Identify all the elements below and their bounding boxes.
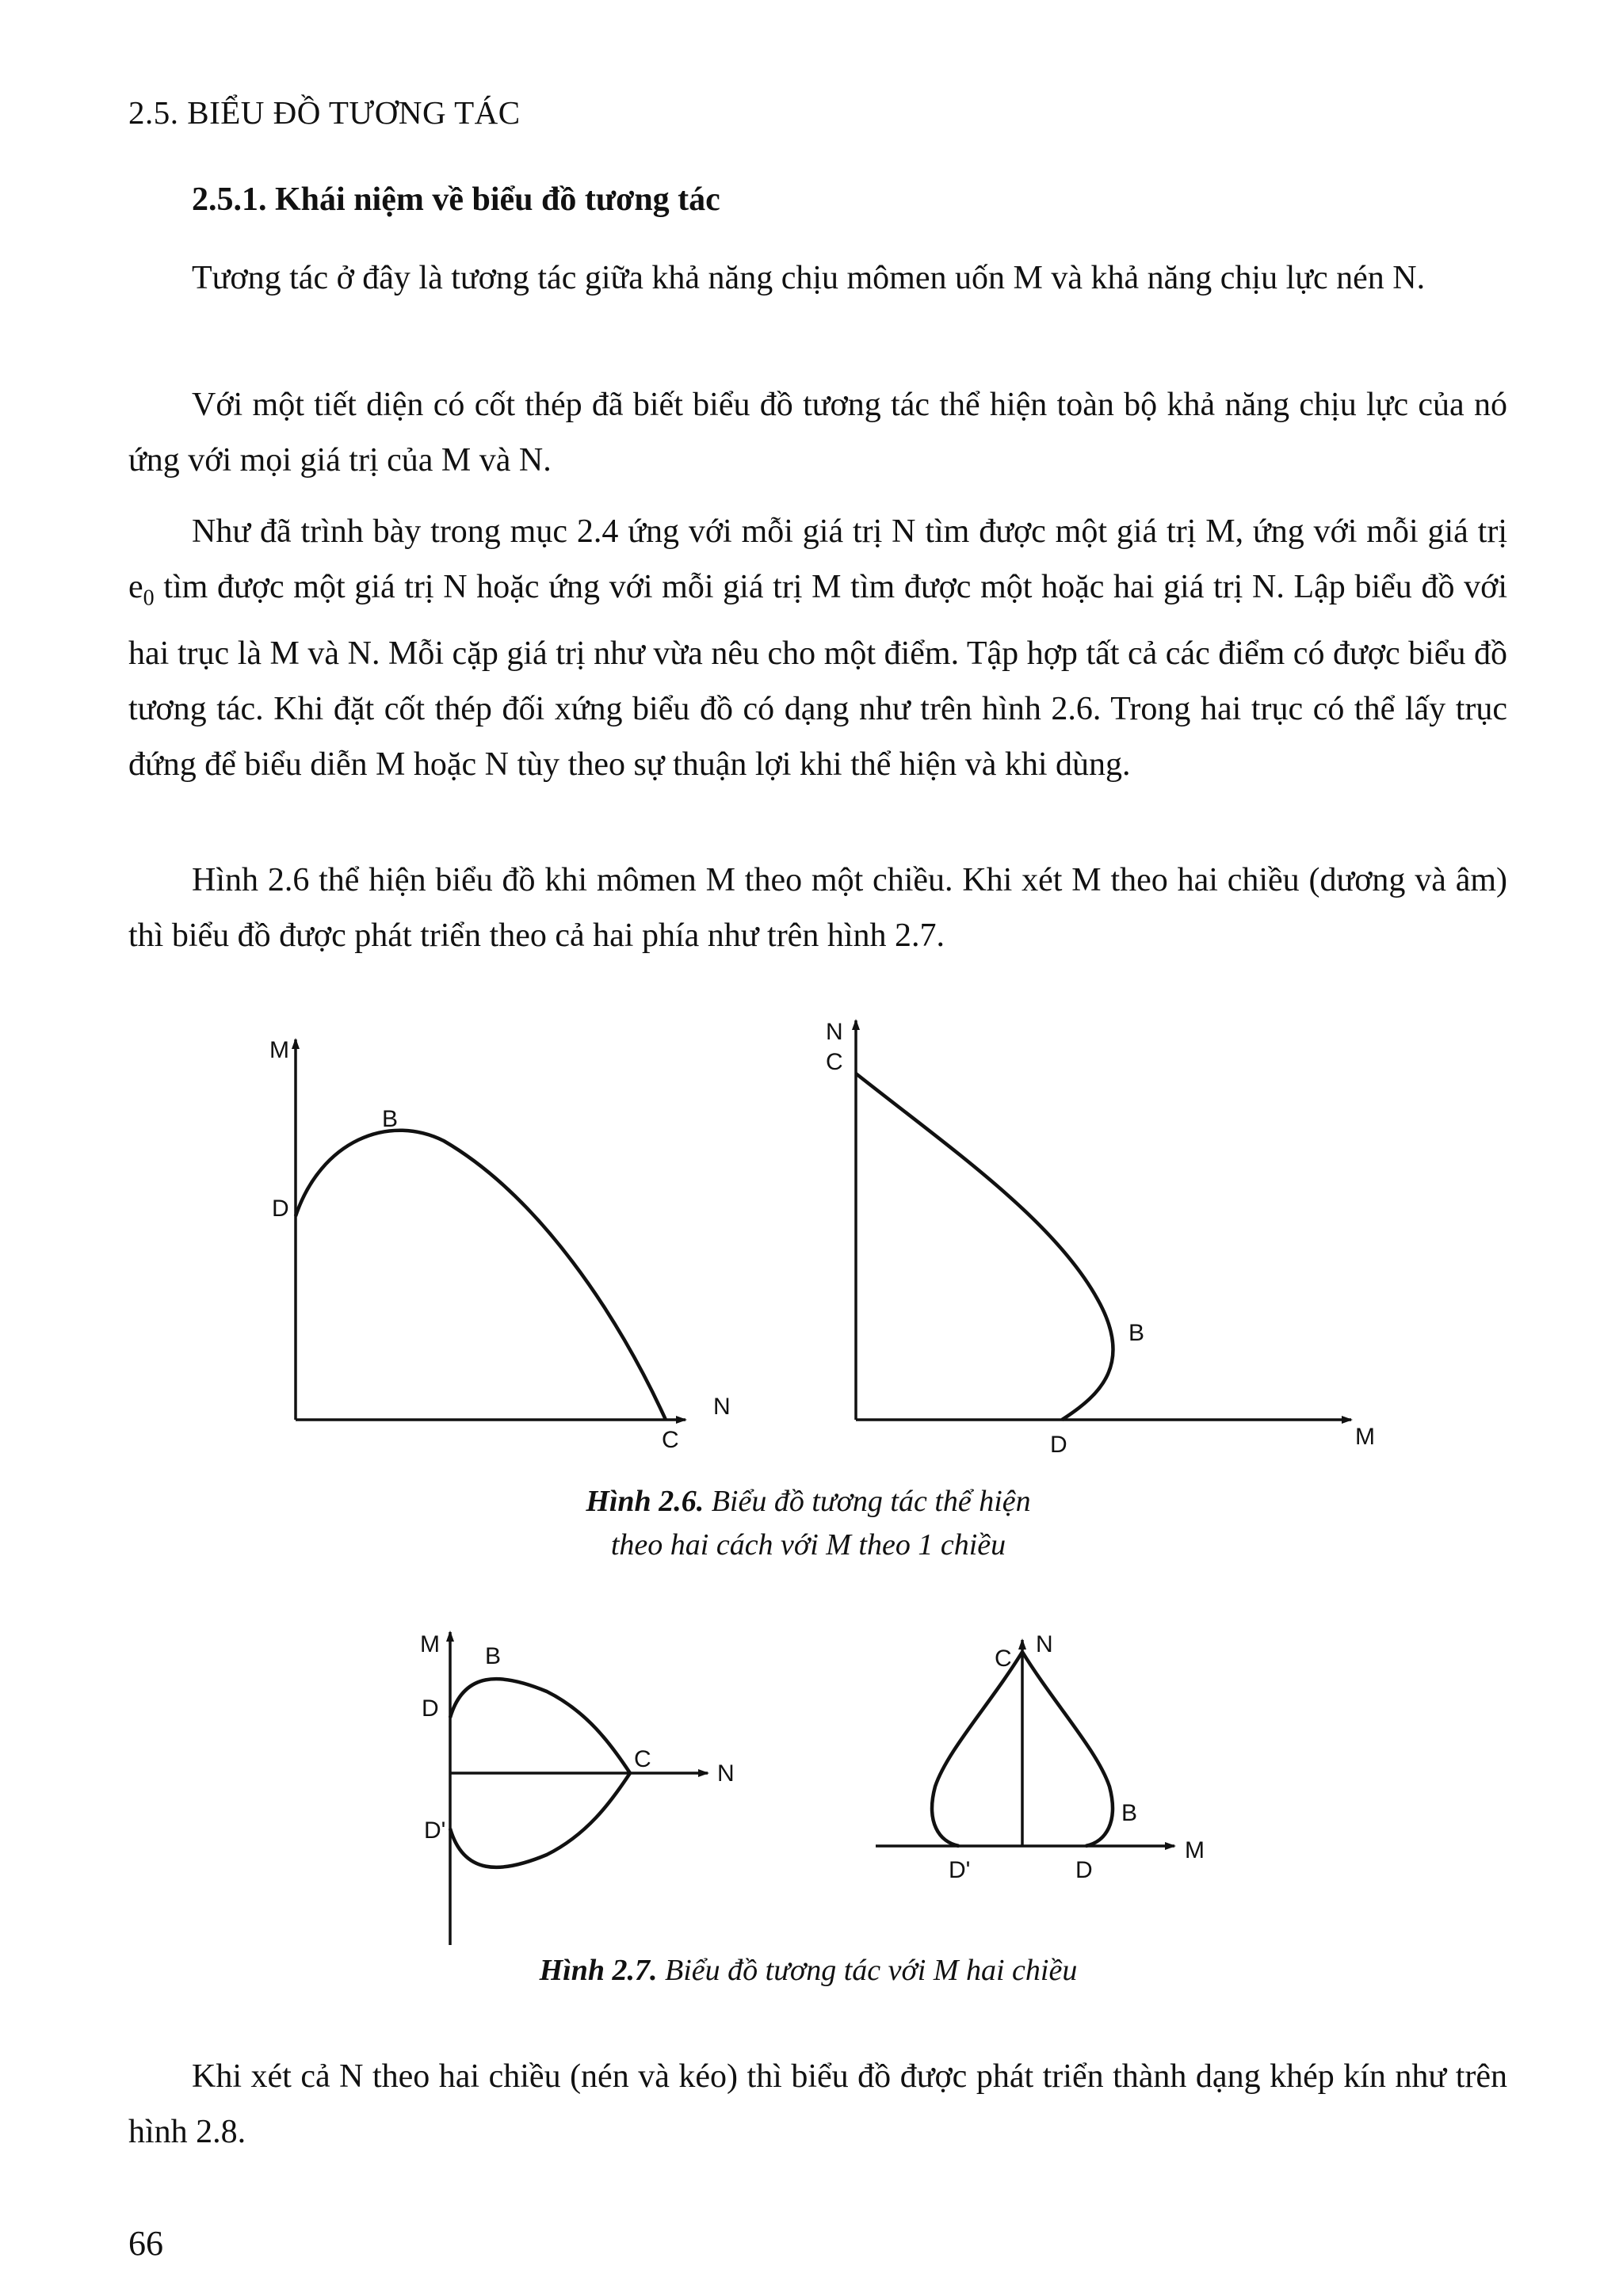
axis-label-m: M bbox=[1185, 1837, 1205, 1863]
paragraph-2: Với một tiết diện có cốt thép đã biết biểu đồ tương tác thể hiện toàn bộ khả năng chịu lực của nó ứng với mọi giá trị của M và N. bbox=[128, 387, 1507, 479]
left-curve bbox=[932, 1652, 1022, 1846]
point-label-b: B bbox=[382, 1106, 399, 1132]
interaction-curve bbox=[856, 1074, 1113, 1420]
point-label-b: B bbox=[1121, 1800, 1138, 1826]
point-label-c: C bbox=[634, 1746, 651, 1772]
point-label-b: B bbox=[485, 1643, 502, 1669]
point-label-d-prime: D' bbox=[424, 1817, 446, 1844]
figure-2-7-caption-text: Biểu đồ tương tác với M hai chiều bbox=[657, 1954, 1078, 1987]
point-label-c: C bbox=[995, 1646, 1012, 1672]
figure-2-6-caption-line-1: Biểu đồ tương tác thể hiện bbox=[704, 1485, 1031, 1518]
point-label-d-prime: D' bbox=[949, 1857, 971, 1883]
axis-label-m: M bbox=[1355, 1424, 1375, 1450]
axis-label-m: M bbox=[269, 1037, 289, 1063]
point-label-d: D bbox=[272, 1196, 289, 1222]
upper-curve bbox=[450, 1679, 630, 1773]
axis-label-n: N bbox=[1036, 1631, 1053, 1657]
lower-curve bbox=[450, 1773, 630, 1867]
subscript-zero: 0 bbox=[143, 585, 155, 611]
right-curve bbox=[1022, 1652, 1113, 1846]
paragraph-1: Tương tác ở đây là tương tác giữa khả năng chịu mômen uốn M và khả năng chịu lực nén N. bbox=[192, 260, 1426, 296]
point-label-d: D bbox=[422, 1695, 439, 1722]
figure-2-6-caption-label: Hình 2.6. bbox=[586, 1485, 705, 1518]
section-heading: 2.5. BIỂU ĐỒ TƯƠNG TÁC bbox=[128, 94, 521, 131]
subsection-heading: 2.5.1. Khái niệm về biểu đồ tương tác bbox=[192, 181, 720, 218]
paragraph-4: Hình 2.6 thể hiện biểu đồ khi mômen M theo một chiều. Khi xét M theo hai chiều (dương và âm) thì biểu đồ được phát triển theo cả hai phía như trên hình 2.7. bbox=[128, 862, 1507, 954]
figure-2-7-caption-label: Hình 2.7. bbox=[539, 1954, 658, 1987]
figure-2-6-caption bbox=[396, 1480, 1220, 1567]
figure-2-6-left-diagram bbox=[269, 1037, 731, 1453]
paragraph-3-part-b: tìm được một giá trị N hoặc ứng với mỗi giá trị M tìm được một hoặc hai giá trị N. Lập biểu đồ với hai trục là M và N. Mỗi cặp giá trị như vừa nêu cho một điểm. Tập hợp tất cả các điểm có được biểu đồ tương tác. Khi đặt cốt thép đối xứng biểu đồ có dạng như trên hình 2.6. Trong hai trục có thể lấy trục đứng để biểu diễn M hoặc N tùy theo sự thuận lợi khi thể hiện và khi dùng. bbox=[128, 569, 1507, 784]
figure-2-7-caption bbox=[317, 1949, 1300, 1993]
axis-label-n: N bbox=[826, 1019, 843, 1045]
axis-label-n: N bbox=[717, 1760, 735, 1787]
page-number: 66 bbox=[128, 2224, 163, 2263]
axis-label-n: N bbox=[713, 1394, 731, 1420]
point-label-b: B bbox=[1128, 1320, 1145, 1346]
figure-2-6-caption-line-2: theo hai cách với M theo 1 chiều bbox=[610, 1528, 1006, 1562]
interaction-curve bbox=[296, 1131, 666, 1420]
point-label-c: C bbox=[662, 1427, 679, 1453]
figure-2-7-left-diagram bbox=[420, 1631, 735, 1945]
figure-2-7-right-diagram bbox=[876, 1631, 1205, 1883]
figure-2-6-right-diagram bbox=[826, 1019, 1375, 1458]
point-label-c: C bbox=[826, 1049, 843, 1075]
point-label-d: D bbox=[1050, 1432, 1067, 1458]
axis-label-m: M bbox=[420, 1631, 440, 1657]
paragraph-3-part-a: Như đã trình bày trong mục 2.4 ứng với mỗi giá trị N tìm được một giá trị M, ứng với mỗi giá trị e bbox=[128, 513, 1507, 605]
paragraph-5: Khi xét cả N theo hai chiều (nén và kéo) thì biểu đồ được phát triển thành dạng khép kín như trên hình 2.8. bbox=[128, 2058, 1507, 2150]
point-label-d: D bbox=[1075, 1857, 1093, 1883]
